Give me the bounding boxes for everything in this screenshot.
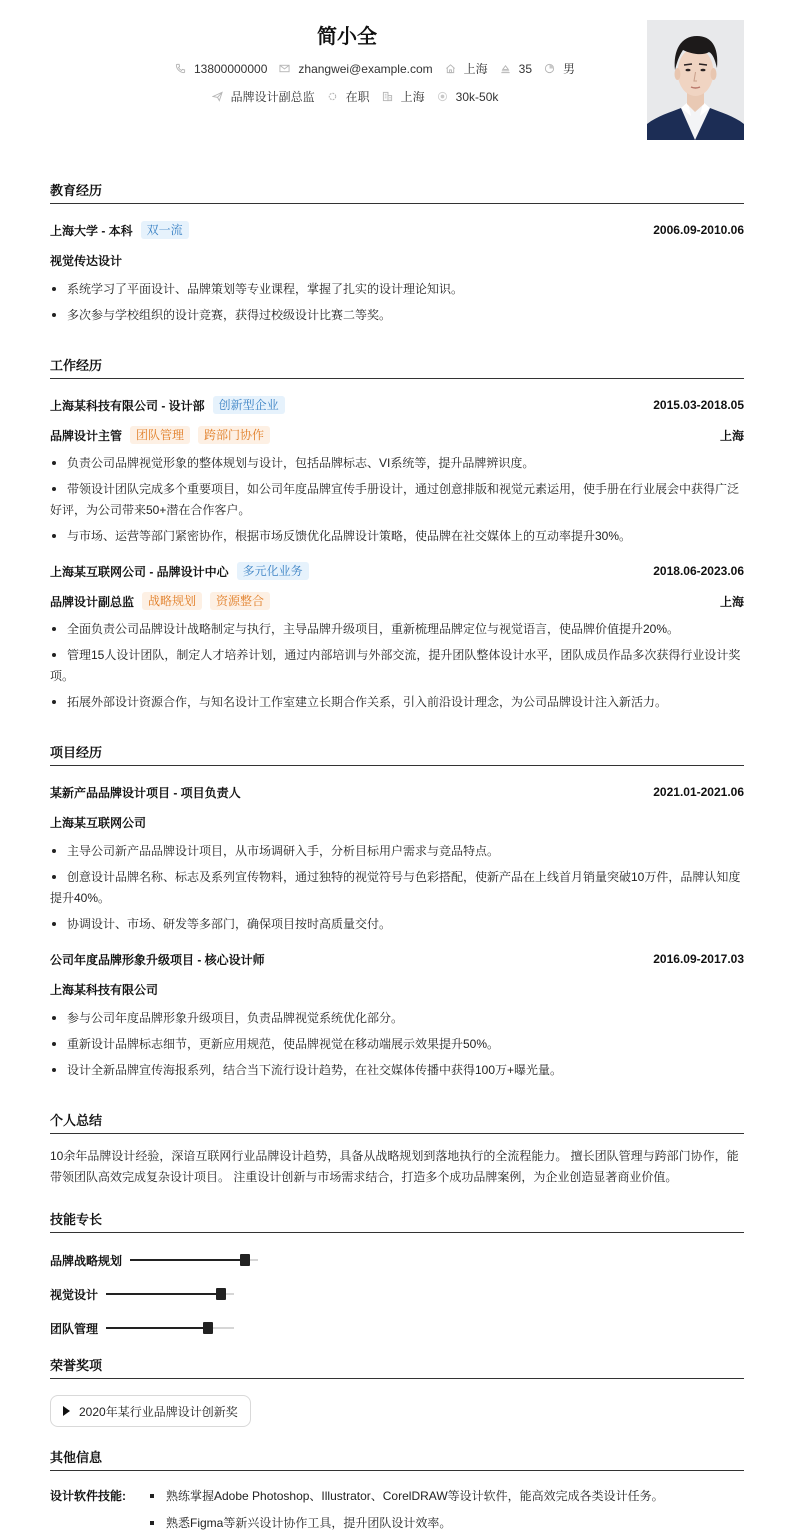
- skill-level-thumb: [216, 1288, 226, 1300]
- portrait-image: [647, 20, 744, 140]
- age-icon: [500, 63, 511, 74]
- awards-section: [50, 1355, 744, 1427]
- project-date: 2016.09-2017.03: [653, 952, 744, 966]
- projects-section: [50, 742, 744, 1081]
- school-name: 上海大学 - 本科: [50, 223, 133, 238]
- skills-title: 技能专长: [50, 1209, 744, 1233]
- award-item[interactable]: [50, 1395, 251, 1427]
- awards-list: [50, 1395, 744, 1427]
- work-bullets: [50, 453, 744, 547]
- work-section: [50, 355, 744, 713]
- list-item: 管理15人设计团队，制定人才培养计划，通过内部培训与外部交流，提升团队整体设计水平，团队成员作品多次获得行业设计奖项。: [50, 648, 741, 683]
- project-date: 2021.01-2021.06: [653, 785, 744, 799]
- skill-level-thumb: [240, 1254, 250, 1266]
- project-bullets: [50, 1008, 744, 1081]
- list-item: 熟练掌握Adobe Photoshop、Illustrator、CorelDRAW等设计软件，能高效完成各类设计任务。: [150, 1483, 664, 1510]
- company-name: 上海某互联网公司 - 品牌设计中心: [50, 564, 229, 579]
- list-item: 负责公司品牌视觉形象的整体规划与设计，包括品牌标志、VI系统等，提升品牌辨识度。: [50, 453, 744, 474]
- contact-email[interactable]: zhangwei@example.com: [279, 62, 432, 76]
- work-entry-head: [50, 395, 744, 415]
- education-section: [50, 180, 744, 326]
- project-company-row: [50, 812, 744, 832]
- contact-city: 上海: [445, 60, 488, 77]
- skill-name: 视觉设计: [50, 1287, 99, 1302]
- school-tag: 双一流: [141, 221, 189, 239]
- skill-level-bar: [106, 1293, 234, 1295]
- list-item: 熟悉Figma等新兴设计协作工具，提升团队设计效率。: [150, 1510, 664, 1537]
- list-item: 创意设计品牌名称、标志及系列宣传物料，通过独特的视觉符号与色彩搭配，使新产品在上线首月销量突破10万件，品牌认知度提升40%。: [50, 870, 741, 905]
- major-row: [50, 250, 744, 270]
- phone-icon: [175, 63, 186, 74]
- project-bullets: [50, 841, 744, 935]
- home-icon: [445, 63, 456, 74]
- job-status-item: 在职: [327, 88, 370, 105]
- education-bullets: [50, 279, 744, 326]
- skill-item: [50, 1277, 403, 1311]
- list-item: 参与公司年度品牌形象升级项目，负责品牌视觉系统优化部分。: [50, 1008, 744, 1029]
- job-title-item: 品牌设计副总监: [212, 88, 315, 105]
- projects-title: 项目经历: [50, 742, 744, 766]
- role-row: [50, 591, 744, 611]
- work-date: 2015.03-2018.05: [653, 398, 744, 412]
- contact-gender: 男: [544, 60, 575, 77]
- work-bullets: [50, 619, 744, 713]
- project-name: 某新产品品牌设计项目 - 项目负责人: [50, 785, 241, 800]
- role-tag: 资源整合: [210, 592, 270, 610]
- role-tag: 战略规划: [142, 592, 202, 610]
- role-row: [50, 425, 744, 445]
- work-location: 上海: [719, 594, 744, 609]
- project-entry: [50, 949, 744, 1081]
- contact-phone: 13800000000: [175, 62, 267, 76]
- work-entry-head: [50, 561, 744, 581]
- summary-section: [50, 1110, 744, 1188]
- skill-level-bar: [106, 1327, 234, 1329]
- contact-row: [78, 60, 672, 77]
- summary-title: 个人总结: [50, 1110, 744, 1134]
- software-skills-label: 设计软件技能:: [50, 1489, 126, 1503]
- gender-icon: [544, 63, 555, 74]
- contact-age: 35: [500, 62, 532, 76]
- education-title: 教育经历: [50, 180, 744, 204]
- job-salary-item: 30k-50k: [437, 90, 499, 104]
- software-skills-list: [150, 1483, 664, 1537]
- mail-icon: [279, 63, 290, 74]
- skill-name: 品牌战略规划: [50, 1253, 123, 1268]
- summary-text: 10余年品牌设计经验，深谙互联网行业品牌设计趋势，具备从战略规划到落地执行的全流程能力。 擅长团队管理与跨部门协作，能带领团队高效完成复杂设计项目。 注重设计创新与市场需求结合，打造多个成功品牌案例，为企业创造显著商业价值。: [50, 1149, 739, 1184]
- project-company-row: [50, 979, 744, 999]
- major-name: 视觉传达设计: [50, 253, 123, 268]
- company-tag: 多元化业务: [237, 562, 309, 580]
- role-name: 品牌设计副总监: [50, 594, 135, 609]
- other-section: [50, 1447, 744, 1537]
- project-company: 上海某互联网公司: [50, 815, 147, 830]
- education-entry-head: [50, 220, 744, 240]
- other-title: 其他信息: [50, 1447, 744, 1471]
- education-date: 2006.09-2010.06: [653, 223, 744, 237]
- job-city-item: 上海: [382, 88, 425, 105]
- project-entry-head: [50, 949, 744, 969]
- list-item: 主导公司新产品品牌设计项目，从市场调研入手，分析目标用户需求与竞品特点。: [50, 841, 744, 862]
- awards-title: 荣誉奖项: [50, 1355, 744, 1379]
- list-item: 设计全新品牌宣传海报系列，结合当下流行设计趋势，在社交媒体传播中获得100万+曝光量。: [50, 1060, 744, 1081]
- work-title: 工作经历: [50, 355, 744, 379]
- work-date: 2018.06-2023.06: [653, 564, 744, 578]
- work-entry: [50, 395, 744, 547]
- list-item: 系统学习了平面设计、品牌策划等专业课程，掌握了扎实的设计理论知识。: [50, 279, 744, 300]
- skill-item: [50, 1243, 403, 1277]
- skill-item: [50, 1311, 403, 1345]
- candidate-name: 简小全: [317, 26, 377, 48]
- building-icon: [382, 91, 393, 102]
- role-name: 品牌设计主管: [50, 428, 123, 443]
- resume-header: [50, 16, 744, 156]
- list-item: 协调设计、市场、研发等多部门，确保项目按时高质量交付。: [50, 914, 744, 935]
- company-tag: 创新型企业: [213, 396, 285, 414]
- list-item: 重新设计品牌标志细节，更新应用规范，使品牌视觉在移动端展示效果提升50%。: [50, 1034, 744, 1055]
- project-entry: [50, 782, 744, 935]
- status-icon: [327, 91, 338, 102]
- list-item: 全面负责公司品牌设计战略制定与执行，主导品牌升级项目，重新梳理品牌定位与视觉语言，使品牌价值提升20%。: [50, 619, 744, 640]
- skills-list: [50, 1243, 744, 1345]
- triangle-right-icon: [63, 1406, 70, 1416]
- salary-icon: [437, 91, 448, 102]
- education-entry: [50, 220, 744, 326]
- project-company: 上海某科技有限公司: [50, 982, 159, 997]
- role-tag: 跨部门协作: [198, 426, 270, 444]
- skill-name: 团队管理: [50, 1321, 99, 1336]
- company-name: 上海某科技有限公司 - 设计部: [50, 398, 205, 413]
- job-intent-row: [58, 88, 652, 105]
- send-icon: [212, 91, 223, 102]
- work-location: 上海: [719, 428, 744, 443]
- software-skills-row: [50, 1483, 744, 1537]
- award-name: 2020年某行业品牌设计创新奖: [79, 1404, 238, 1419]
- skill-level-thumb: [203, 1322, 213, 1334]
- list-item: 拓展外部设计资源合作，与知名设计工作室建立长期合作关系，引入前沿设计理念，为公司品牌设计注入新活力。: [50, 692, 744, 713]
- profile-photo: [647, 20, 744, 140]
- role-tag: 团队管理: [130, 426, 190, 444]
- skill-level-bar: [130, 1259, 258, 1261]
- work-entry: [50, 561, 744, 713]
- project-entry-head: [50, 782, 744, 802]
- project-name: 公司年度品牌形象升级项目 - 核心设计师: [50, 952, 265, 967]
- list-item: 与市场、运营等部门紧密协作，根据市场反馈优化品牌设计策略，使品牌在社交媒体上的互动率提升30%。: [50, 526, 744, 547]
- list-item: 多次参与学校组织的设计竞赛，获得过校级设计比赛二等奖。: [50, 305, 744, 326]
- skills-section: [50, 1209, 744, 1345]
- list-item: 带领设计团队完成多个重要项目，如公司年度品牌宣传手册设计，通过创意排版和视觉元素运用，使手册在行业展会中获得广泛好评，为公司带来50+潜在合作客户。: [50, 482, 740, 517]
